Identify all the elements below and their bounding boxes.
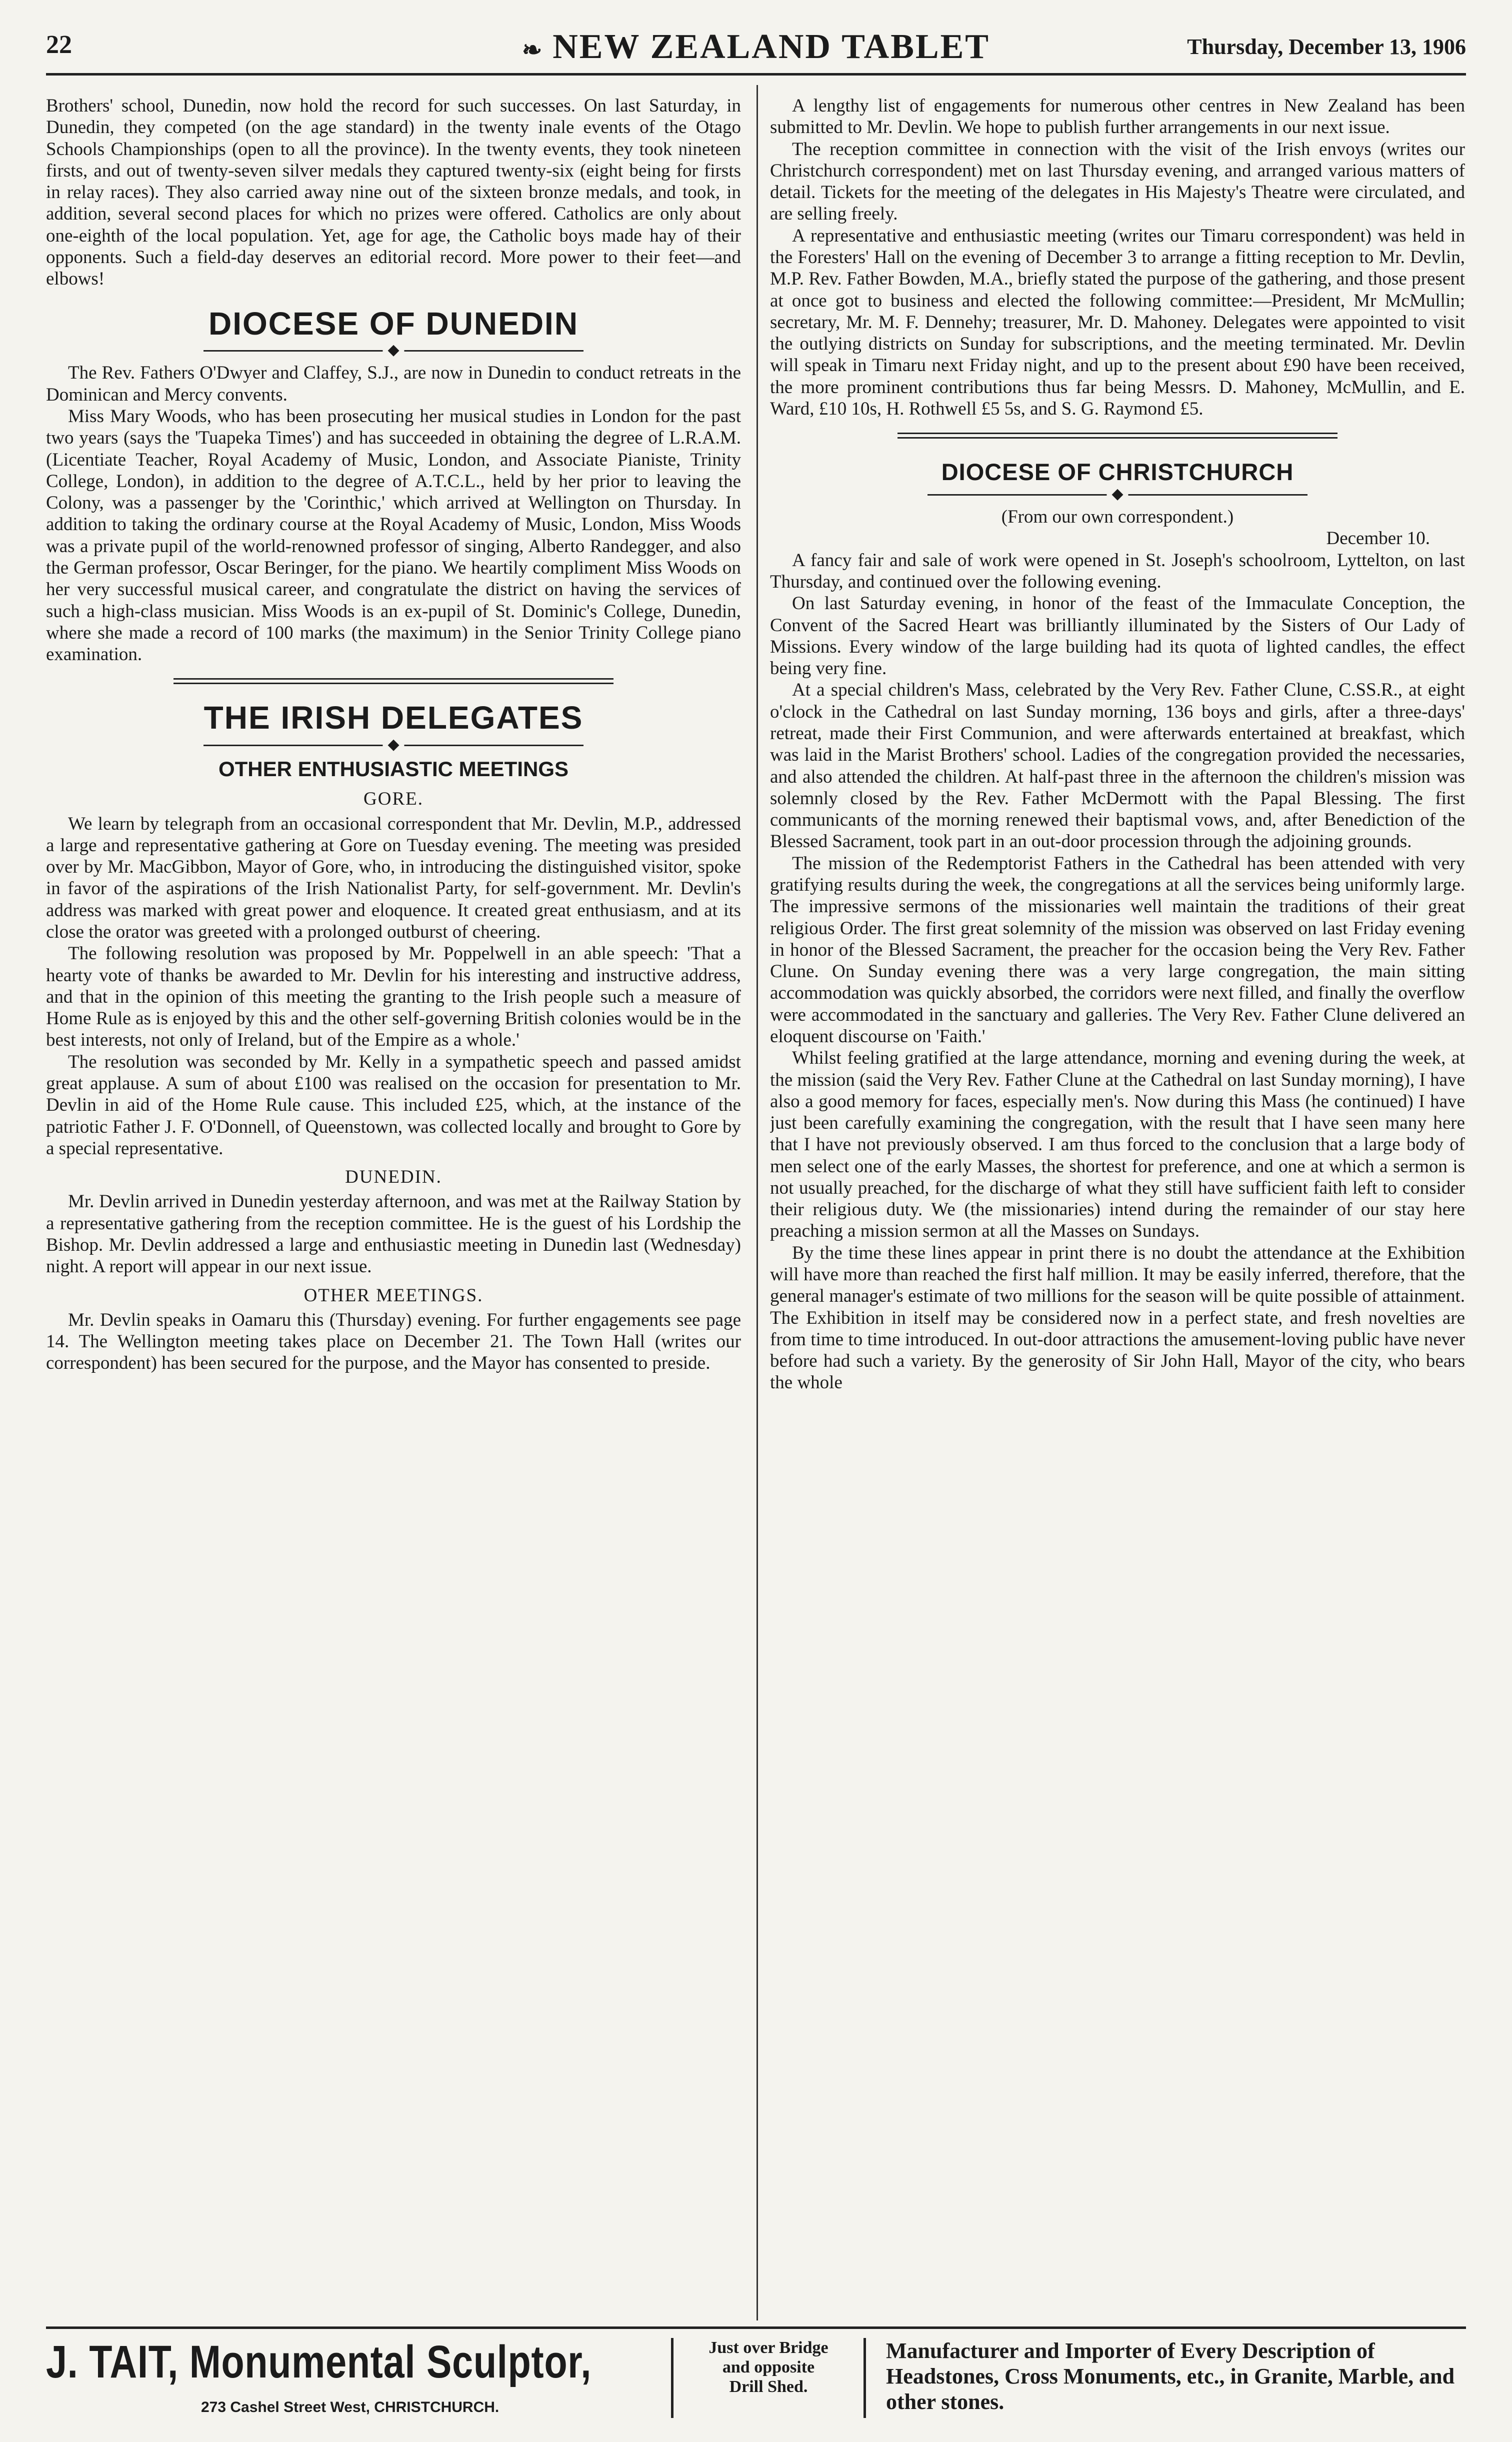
article-paragraph: A representative and enthusiastic meeting (writes our Timaru correspondent) was held in the Foresters' Hall on the evening of December 3 to arrange a fitting reception to Mr. Devlin, M.P. Rev. Father Bowden, M.A., briefly stated the purpose of the gathering, and those present at once got to business and elected the following committee:—President, Mr McMullin; secretary, Mr. M. F. Dennehy; treasurer, Mr. D. Mahoney. Delegates were appointed to visit the outlying districts on Sunday for subscriptions, and the meeting terminated. Mr. Devlin will speak in Timaru next Friday night, and up to the present about £90 have been received, the more prominent contributions thus far being Messrs. D. Mahoney, McMullin, and E. Ward, £10 10s, H. Rothwell £5 5s, and S. G. Raymond £5. <box>770 225 1465 419</box>
page-number: 22 <box>46 31 72 59</box>
subheading-other-meetings: OTHER ENTHUSIASTIC MEETINGS <box>218 757 569 781</box>
location-line: Drill Shed. <box>729 2377 808 2396</box>
intro-paragraph: Brothers' school, Dunedin, now hold the record for such successes. On last Saturday, in Dunedin, they competed (on the age standard) in the twenty inale events of the Otago Schools Championships (open to all the province). In the twenty events, they took nineteen firsts, and out of twenty-seven silver medals they captured twenty-six (eight being for firsts in relay races). They also carried away nine out of the sixteen bronze medals, and took, in addition, several second places for which no prizes were offered. Catholics are only about one-eighth of the local population. Yet, age for age, the Catholic boys made hay of their opponents. Such a field-day deserves an editorial record. More power to their feet—and elbows! <box>46 96 741 290</box>
column-divider <box>756 85 758 2320</box>
article-paragraph: On last Saturday evening, in honor of the feast of the Immaculate Conception, the Convent of the Sacred Heart was brilliantly illuminated by the Sisters of Our Lady of Missions. Every window of the large building had its quota of lighted candles, the effect being very fine. <box>770 593 1465 679</box>
left-column <box>46 95 741 2315</box>
article-paragraph: A fancy fair and sale of work were opened in St. Joseph's schoolroom, Lyttelton, on last Thursday, and continued over the following evening. <box>770 550 1465 593</box>
heading-irish-delegates: THE IRISH DELEGATES <box>204 700 584 736</box>
location-box <box>671 2338 866 2418</box>
article-paragraph: Whilst feeling gratified at the large attendance, morning and evening during the week, at the mission (said the Very Rev. Father Clune at the Cathedral on last Sunday morning), I have also a good memory for faces, especially men's. Now during this Mass (he continued) I have just been carefully examining the congregation, with the result that I have seen many here that I have not previously observed. I am thus forced to the conclusion that a large body of men select one of the early Masses, the shortest for preference, and one at which a sermon is not usually preached, for the discharge of what they still have sufficient faith left to consider their religious duty. We (the missionaries) intend during the remainder of our stay here preaching a mission sermon at all the Masses on Sundays. <box>770 1048 1465 1242</box>
masthead-title: NEW ZEALAND TABLET <box>552 28 990 66</box>
article-paragraph: Mr. Devlin arrived in Dunedin yesterday afternoon, and was met at the Railway Station by a representative gathering from the reception committee. He is the guest of his Lordship the Bishop. Mr. Devlin addressed a large and enthusiastic meeting in Dunedin last (Wednesday) night. A report will appear in our next issue. <box>46 1191 741 1277</box>
article-paragraph: At a special children's Mass, celebrated by the Very Rev. Father Clune, C.SS.R., at eight o'clock in the Cathedral on last Sunday morning, 136 boys and girls, after a three-days' retreat, made their First Communion, and were afterwards entertained at breakfast, which was laid in the Marist Brothers' school. Ladies of the congregation provided the necessaries, and also attended the children. At half-past three in the afternoon the children's mission was solemnly closed by the Rev. Father McDermott with the Papal Blessing. The first communicants of the morning renewed their baptismal vows, and, after Benediction of the Blessed Sacrament, took part in an out-door procession through the adjoining grounds. <box>770 680 1465 852</box>
header-rule <box>46 73 1466 76</box>
masthead-ornament-icon: ❧ <box>522 37 544 64</box>
advertiser-name: J. TAIT, Monumental Sculptor, <box>46 2336 592 2387</box>
article-paragraph: By the time these lines appear in print there is no doubt the attendance at the Exhibition will have more than reached the first half million. It may be easily inferred, therefore, that the general manager's estimate of two millions for the season will be quite possible of attainment. The Exhibition in itself may be considered now in a perfect state, and fresh novelties are from time to time introduced. In out-door attractions the amusement-loving public have never before had such a variety. By the generosity of Sir John Hall, Mayor of the city, who bears the whole <box>770 1242 1465 1393</box>
page-header <box>46 30 1466 69</box>
article-paragraph: The resolution was seconded by Mr. Kelly in a sympathetic speech and passed amidst great applause. A sum of about £100 was realised on the occasion for presentation to Mr. Devlin in aid of the Home Rule cause. This included £25, which, at the instance of the patriotic Father J. F. O'Donnell, of Queenstown, was collected locally and brought to Gore by a special representative. <box>46 1051 741 1159</box>
article-paragraph: Miss Mary Woods, who has been prosecuting her musical studies in London for the past two years (says the 'Tuapeka Times') and has succeeded in obtaining the degree of L.R.A.M. (Licentiate Teacher, Royal Academy of Music, London, and Associate Pianiste, Trinity College, London), in addition to the degree of A.T.C.L., held by her prior to leaving the Colony, was a passenger by the 'Corinthic,' which arrived at Wellington on Thursday. In addition to taking the ordinary course at the Royal Academy of Music, London, Miss Woods was a private pupil of the world-renowned professor of singing, Alberto Randegger, and also the German professor, Oscar Beringer, for the piano. We heartily compliment Miss Woods on her very successful musical career, and congratulate the district on having the services of such a high-class musician. Miss Woods is an ex-pupil of St. Dominic's College, Dunedin, where she made a record of 100 marks (the maximum) in the Senior Trinity College piano examination. <box>46 406 741 665</box>
heading-diocese-dunedin: DIOCESE OF DUNEDIN <box>208 305 579 342</box>
article-paragraph: The Rev. Fathers O'Dwyer and Claffey, S.J., are now in Dunedin to conduct retreats in the Dominican and Mercy convents. <box>46 363 741 405</box>
advertisement-banner <box>46 2326 1466 2429</box>
section-rule <box>174 678 614 684</box>
article-paragraph: The mission of the Redemptorist Fathers in the Cathedral has been attended with very gratifying results during the week, the congregations at all the services being uniformly large. The impressive sermons of the missionaries well maintain the traditions of their great religious Order. The first great solemnity of the mission was observed on last Friday evening in honor of the Blessed Sacrament, the preacher for the occasion being the Very Rev. Father Clune. On Sunday evening there was a very large congregation, the main sitting accommodation was quickly absorbed, the corridors were next filled, and finally the overflow were accommodated in the sanctuary and galleries. The Very Rev. Father Clune delivered an eloquent discourse on 'Faith.' <box>770 853 1465 1047</box>
heading-ornament <box>928 488 1308 501</box>
diamond-icon: ◆ <box>382 343 404 358</box>
place-label-gore: GORE. <box>364 789 424 810</box>
article-paragraph: Mr. Devlin speaks in Oamaru this (Thursday) evening. For further engagements see page 14. The Wellington meeting takes place on December 21. The Town Hall (writes our correspondent) has been secured for the purpose, and the Mayor has consented to preside. <box>46 1309 741 1374</box>
heading-ornament <box>204 344 584 357</box>
place-label-dunedin: DUNEDIN. <box>345 1167 442 1188</box>
location-line: Just over Bridge <box>708 2338 828 2357</box>
correspondent-credit: (From our own correspondent.) <box>1001 507 1234 528</box>
article-paragraph: We learn by telegraph from an occasional correspondent that Mr. Devlin, M.P., addressed a large and representative gathering at Gore on Tuesday evening. The meeting was presided over by Mr. MacGibbon, Mayor of Gore, who, in introducing the distinguished visitor, spoke in favor of the aspirations of the Irish Nationalist Party, for self-government. Mr. Devlin's address was marked with great power and eloquence. It created great enthusiasm, and at its close the orator was greeted with a prolonged outburst of cheering. <box>46 813 741 943</box>
diamond-icon: ◆ <box>1106 487 1128 502</box>
article-paragraph: The reception committee in connection with the visit of the Irish envoys (writes our Christchurch correspondent) met on last Thursday evening, and arranged various matters of detail. Tickets for the meeting of the delegates in His Majesty's Theatre were circulated, and are selling freely. <box>770 139 1465 225</box>
advertiser-address: 273 Cashel Street West, CHRISTCHURCH. <box>201 2399 500 2415</box>
article-paragraph: A lengthy list of engagements for numerous other centres in New Zealand has been submitted to Mr. Devlin. We hope to publish further arrangements in our next issue. <box>770 96 1465 138</box>
right-column <box>770 95 1465 2315</box>
article-paragraph: The following resolution was proposed by Mr. Poppelwell in an able speech: 'That a hearty vote of thanks be awarded to Mr. Devlin for his interesting and instructive address, and that in the opinion of this meeting the granting to the Irish people such a measure of Home Rule as is enjoyed by this and the other self-governing British colonies would be in the best interests, not only of Ireland, but of the Empire as a whole.' <box>46 943 741 1051</box>
heading-diocese-christchurch: DIOCESE OF CHRISTCHURCH <box>941 459 1294 486</box>
issue-date: Thursday, December 13, 1906 <box>1187 35 1466 59</box>
advertiser-description: Manufacturer and Importer of Every Description of Headstones, Cross Monuments, etc., in Granite, Marble, and other stones. <box>886 2338 1455 2414</box>
location-line: and opposite <box>722 2358 815 2377</box>
section-rule <box>898 433 1338 439</box>
heading-ornament <box>204 736 584 753</box>
diamond-icon: ◆ <box>382 737 404 752</box>
dispatch-date: December 10. <box>1326 528 1430 549</box>
place-label-other-meetings: OTHER MEETINGS. <box>304 1285 484 1306</box>
